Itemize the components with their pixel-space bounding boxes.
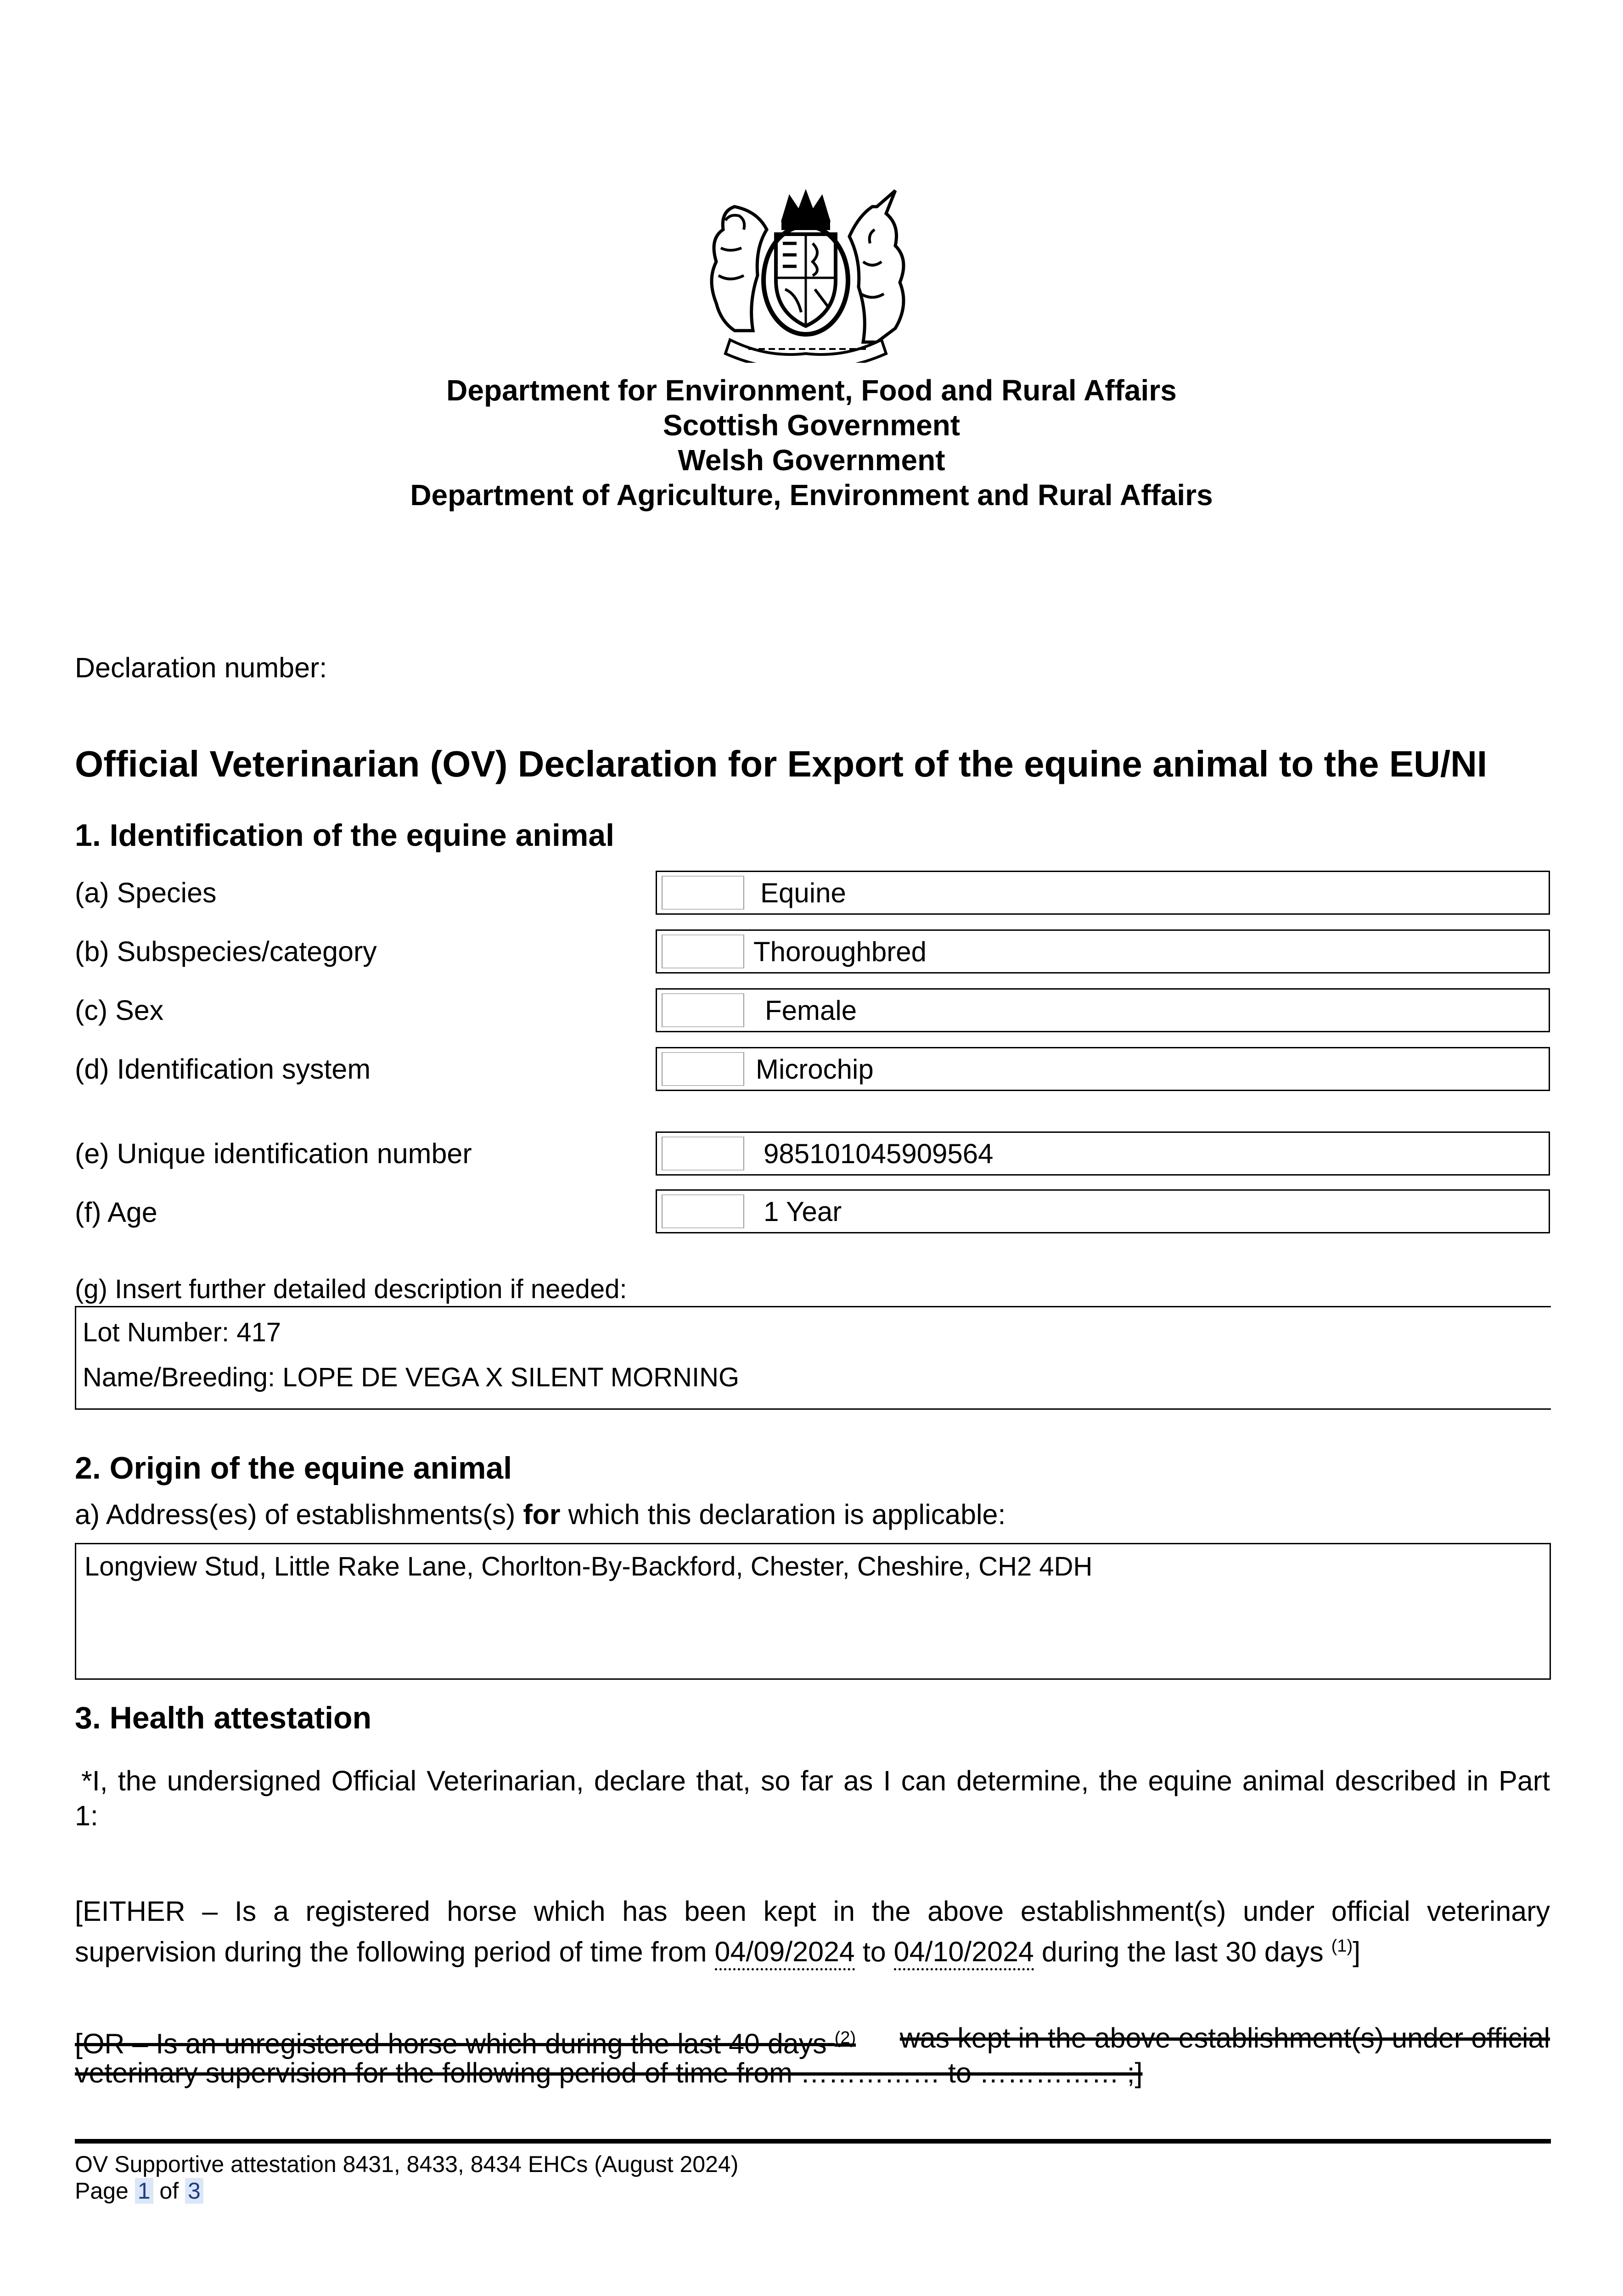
of-word: of (159, 2178, 179, 2204)
subspecies-value: Thoroughbred (753, 936, 927, 967)
either-text: during the last 30 days (1041, 1936, 1324, 1968)
species-value: Equine (760, 878, 846, 908)
establishment-address-box[interactable] (75, 1543, 1551, 1680)
field-prefix-box (662, 993, 744, 1027)
field-prefix-box (662, 934, 744, 968)
current-page-link[interactable]: 1 (135, 2178, 153, 2204)
unique-id-field[interactable] (656, 1131, 1550, 1176)
unique-id-label: (e) Unique identification number (75, 1138, 472, 1169)
declaration-number-label: Declaration number: (75, 652, 327, 683)
footnote-marker: (1) (1331, 1936, 1353, 1956)
either-clause-line2 (75, 1929, 1360, 1969)
page-word: Page (75, 2178, 129, 2204)
sex-value: Female (765, 995, 857, 1026)
name-breeding-text: Name/Breeding: LOPE DE VEGA X SILENT MORNING (83, 1362, 740, 1392)
field-prefix-box (662, 876, 744, 910)
species-label: (a) Species (75, 877, 217, 908)
identification-system-field[interactable] (656, 1047, 1550, 1091)
subspecies-label: (b) Subspecies/category (75, 936, 377, 967)
department-name: Scottish Government (663, 409, 960, 442)
footer-document-reference: OV Supportive attestation 8431, 8433, 8434 EHCs (August 2024) (75, 2151, 739, 2177)
or-text: was kept in the above establishment(s) under official (899, 2022, 1550, 2054)
page-title: Official Veterinarian (OV) Declaration for Export of the equine animal to the EU/NI (75, 743, 1488, 784)
species-field[interactable] (656, 871, 1550, 915)
to-text: to (862, 1936, 886, 1968)
sex-field[interactable] (656, 988, 1550, 1032)
department-name: Welsh Government (678, 444, 945, 477)
footer-rule (75, 2139, 1551, 2144)
intro-text: which this declaration is applicable: (560, 1499, 1006, 1530)
footer-page-number (75, 2178, 203, 2204)
lot-number-text: Lot Number: 417 (83, 1317, 281, 1347)
sex-label: (c) Sex (75, 995, 164, 1026)
date-to-field[interactable]: 04/10/2024 (894, 1936, 1034, 1970)
section-2-intro (75, 1498, 1005, 1531)
subspecies-field[interactable] (656, 929, 1550, 974)
establishment-address-text: Longview Stud, Little Rake Lane, Chorlton-By-Backford, Chester, Cheshire, CH2 4DH (84, 1552, 1093, 1581)
age-value: 1 Year (764, 1196, 842, 1227)
department-name: Department of Agriculture, Environment and Rural Affairs (410, 478, 1213, 512)
further-description-label: (g) Insert further detailed description if needed: (75, 1274, 627, 1304)
identification-system-label: (d) Identification system (75, 1053, 371, 1085)
field-prefix-box (662, 1194, 744, 1228)
identification-system-value: Microchip (756, 1054, 874, 1085)
department-name: Department for Environment, Food and Rural Affairs (446, 374, 1177, 407)
total-pages-link[interactable]: 3 (185, 2178, 203, 2204)
declaration-text (75, 1763, 1550, 1798)
either-clause-line1: [EITHER – Is a registered horse which has been kept in the above establishment(s) under official veterinary (75, 1896, 1550, 1927)
or-clause-line2: veterinary supervision for the following period of time from …………… to …………… ;] (75, 2057, 1143, 2088)
field-prefix-box (662, 1137, 744, 1171)
section-3-heading: 3. Health attestation (75, 1700, 372, 1735)
field-prefix-box (662, 1052, 744, 1086)
either-text: supervision during the following period of time from (75, 1936, 707, 1968)
either-close-bracket: ] (1353, 1936, 1361, 1968)
unique-id-value: 985101045909564 (764, 1138, 994, 1169)
or-text: [OR – Is an unregistered horse which during the last 40 days (75, 2028, 827, 2060)
age-field[interactable] (656, 1189, 1550, 1233)
declaration-text-continued: 1: (75, 1800, 98, 1831)
section-2-heading: 2. Origin of the equine animal (75, 1451, 512, 1486)
declaration-line: *I, the undersigned Official Veterinarian, declare that, so far as I can determine, the equine animal described in Part (81, 1765, 1550, 1796)
section-1-heading: 1. Identification of the equine animal (75, 818, 615, 853)
footnote-marker: (2) (834, 2028, 856, 2048)
intro-text: a) Address(es) of establishments(s) (75, 1499, 523, 1530)
further-description-box[interactable] (75, 1306, 1551, 1410)
date-from-field[interactable]: 04/09/2024 (715, 1936, 855, 1970)
intro-bold-text: for (523, 1499, 561, 1530)
age-label: (f) Age (75, 1197, 157, 1228)
royal-coat-of-arms-logo (698, 188, 914, 363)
